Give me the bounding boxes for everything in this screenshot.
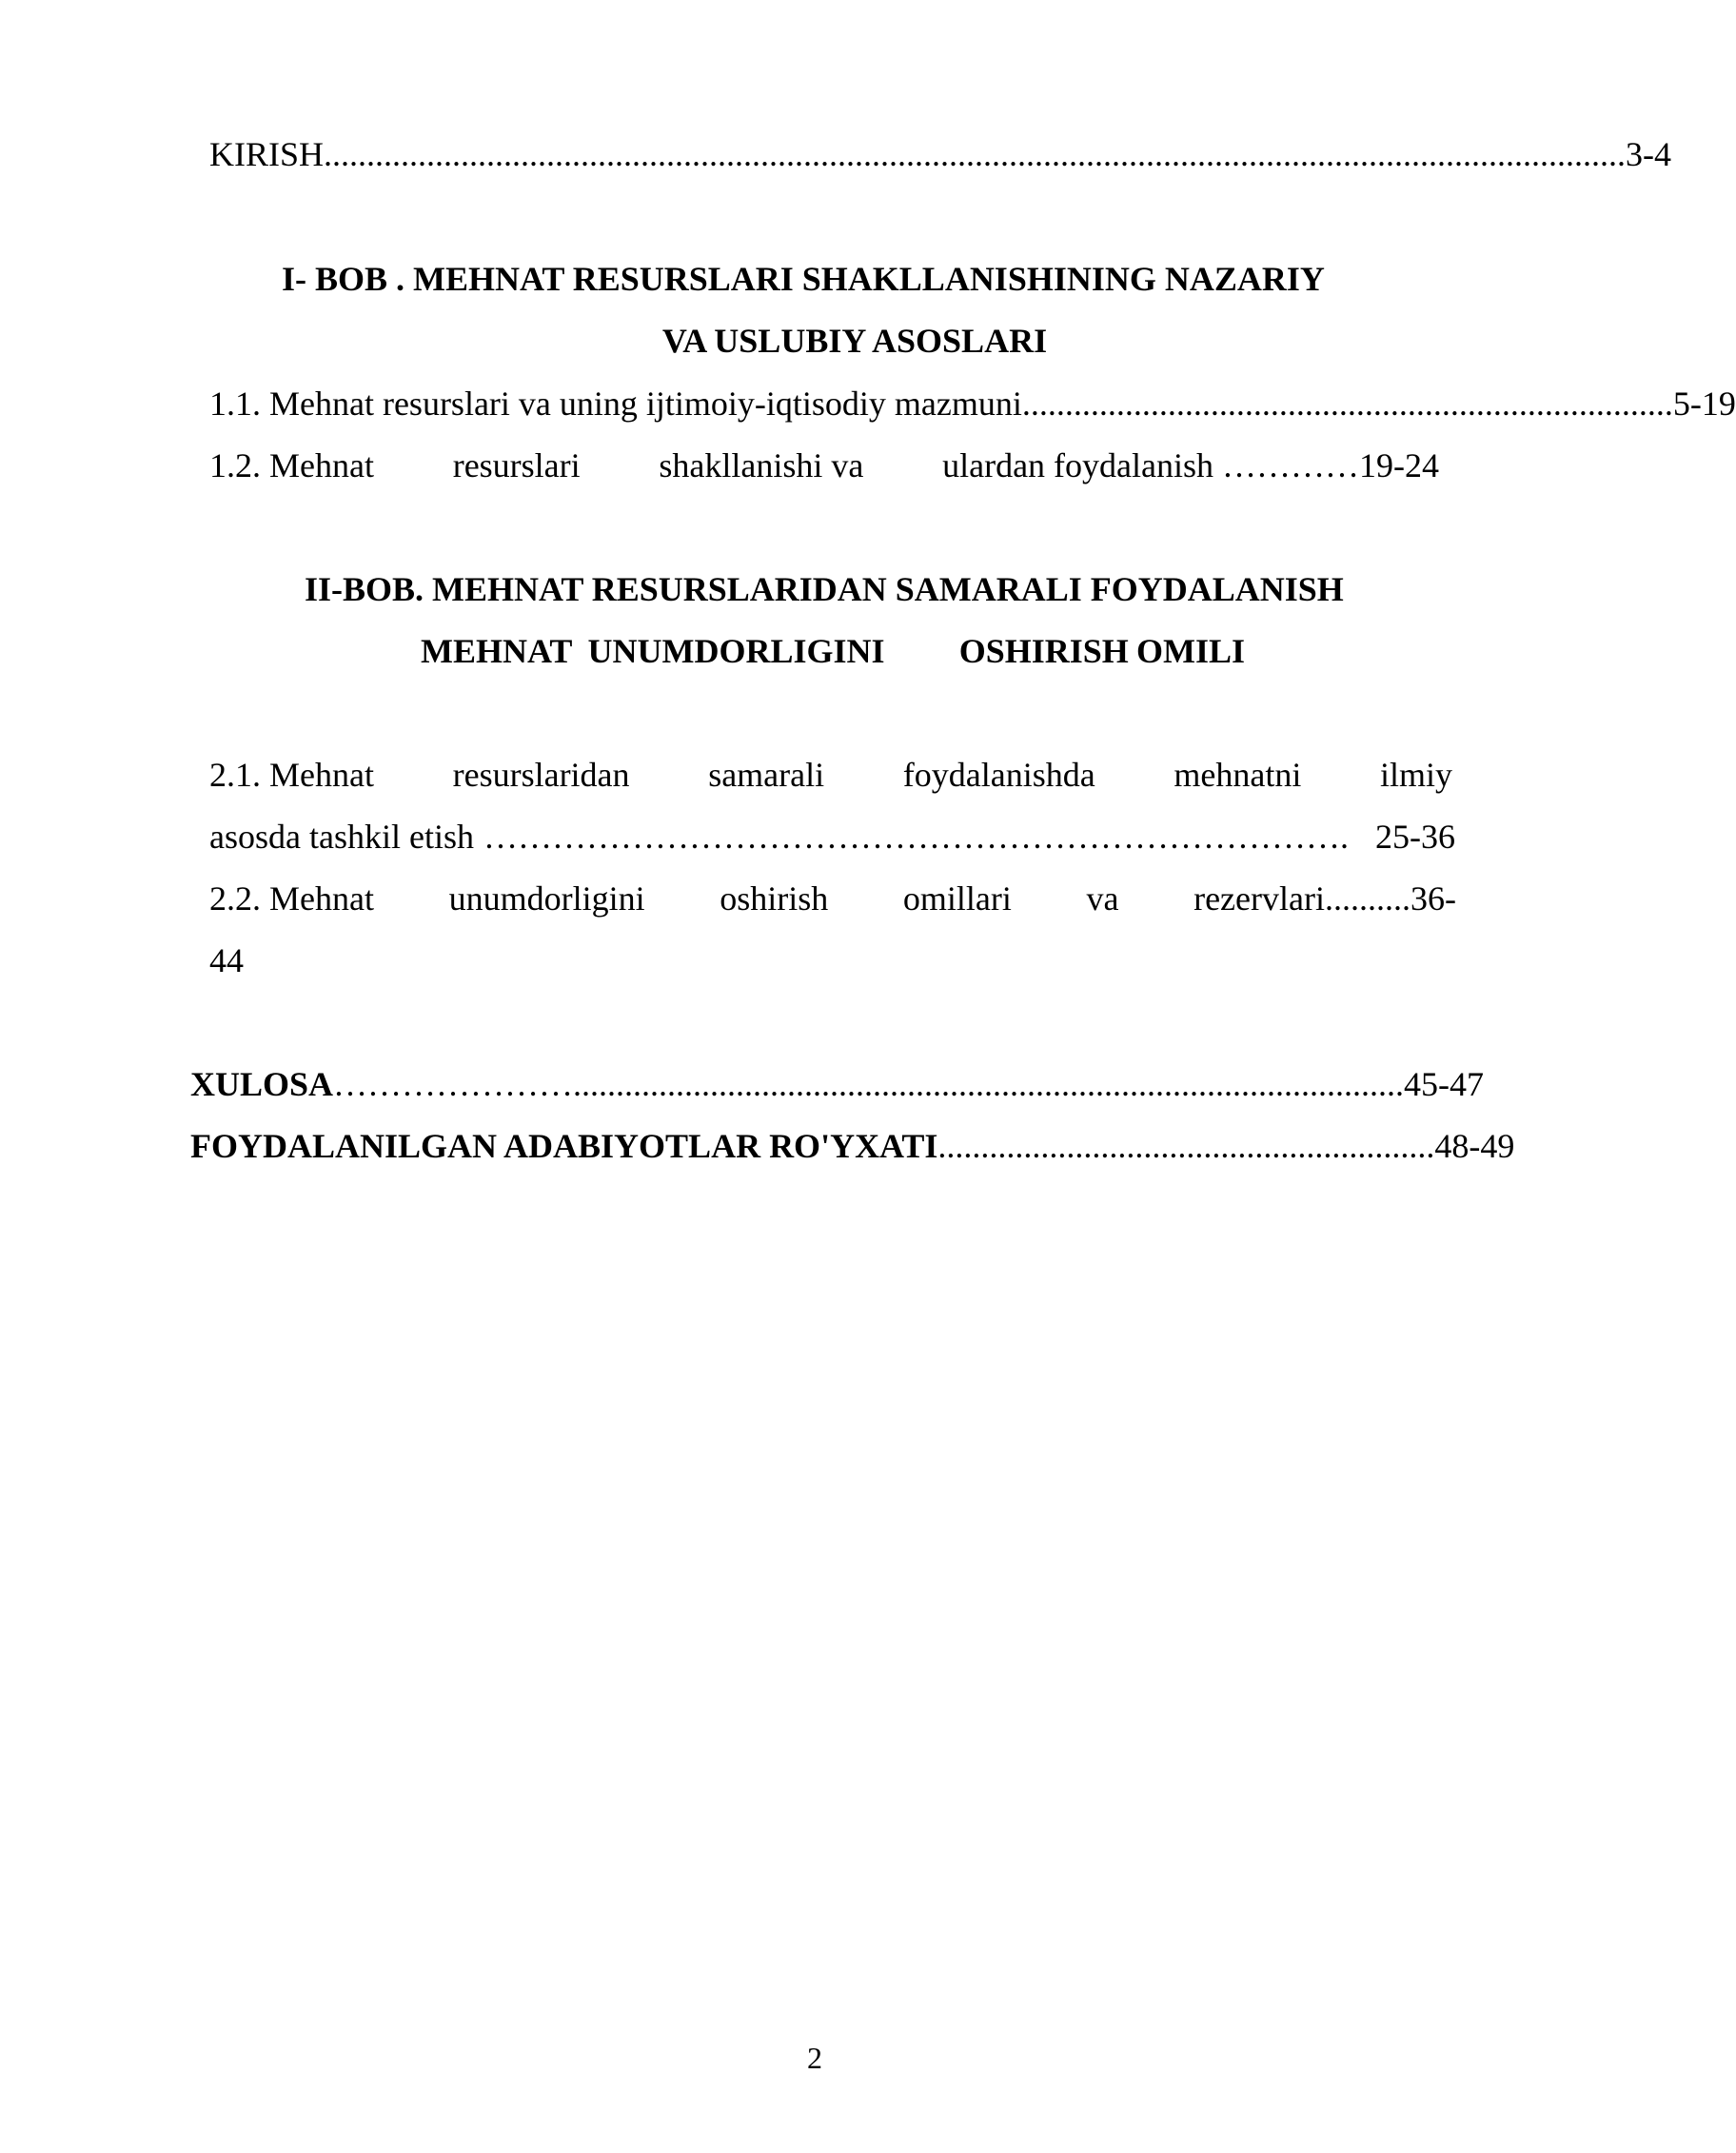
chapter-2-title-word: OSHIRISH — [958, 632, 1129, 670]
toc-entry-2-1-continued — [209, 816, 1455, 858]
chapter-2-title-word: OMILI — [1135, 632, 1245, 670]
toc-entry-2-2 — [209, 878, 1456, 919]
toc-entry-1-1 — [209, 383, 1736, 425]
toc-entry-2-1-word: 2.1. Mehnat — [209, 756, 374, 794]
dot-leader: ........................................................................................................................................................ — [324, 135, 1627, 173]
toc-entry-2-1 — [209, 754, 1452, 796]
toc-entry-references — [190, 1125, 1515, 1167]
toc-entry-references-pages: 48-49 — [1434, 1127, 1515, 1165]
toc-entry-conclusion-pages: 45-47 — [1404, 1065, 1485, 1103]
toc-entry-2-2-word: unumdorligini — [448, 879, 645, 918]
dot-leader: .......................................................... — [937, 1127, 1435, 1165]
toc-entry-2-2-word: omillari — [902, 879, 1012, 918]
toc-entry-1-1-pages: 5-19 — [1672, 385, 1736, 423]
toc-entry-2-2-word: 2.2. Mehnat — [209, 879, 374, 918]
chapter-2-title-word: UNUMDORLIGINI — [587, 632, 885, 670]
dot-leader: ............................................................................ — [1021, 385, 1673, 423]
toc-entry-1-2-word: resurslari — [452, 446, 581, 484]
toc-entry-conclusion — [190, 1063, 1485, 1105]
chapter-2-title-line-1: II-BOB. MEHNAT RESURSLARIDAN SAMARALI FOYDALANISH — [305, 570, 1344, 608]
toc-entry-2-2-word: oshirish — [720, 879, 829, 918]
toc-entry-1-2 — [209, 444, 1439, 486]
toc-entry-intro-pages: 3-4 — [1626, 135, 1672, 173]
dot-leader: …………………………………………………………………. — [483, 818, 1349, 856]
page-number: 2 — [807, 2041, 822, 2075]
toc-entry-conclusion-label: XULOSA — [190, 1065, 334, 1103]
chapter-1-title-line-2: VA USLUBIY ASOSLARI — [661, 322, 1048, 360]
toc-entry-intro-label: KIRISH — [209, 135, 325, 173]
toc-entry-references-label: FOYDALANILGAN ADABIYOTLAR RO'YXATI — [190, 1127, 938, 1165]
toc-entry-1-1-label: 1.1. Mehnat resurslari va uning ijtimoiy-iqtisodiy mazmuni — [209, 385, 1022, 423]
chapter-2-title-word: MEHNAT — [421, 632, 573, 670]
chapter-1-title-line-1: I- BOB . MEHNAT RESURSLARI SHAKLLANISHINING NAZARIY — [282, 260, 1325, 298]
toc-entry-2-1-word: resurslaridan — [452, 756, 630, 794]
toc-entry-1-2-word: ulardan foydalanish …………19-24 — [942, 446, 1439, 484]
toc-entry-2-2-continued: 44 — [209, 941, 244, 979]
toc-entry-2-1-word: mehnatni — [1174, 756, 1302, 794]
toc-entry-intro — [209, 133, 1672, 175]
toc-entry-2-1-pages: 25-36 — [1375, 818, 1455, 856]
toc-entry-2-1-word: ilmiy — [1379, 756, 1452, 794]
chapter-2-title-line-2 — [421, 630, 1245, 672]
dot-leader: …………………................................................................................................. — [333, 1065, 1405, 1103]
toc-entry-2-1-label: asosda tashkil etish — [209, 818, 474, 856]
toc-entry-2-2-word: va — [1086, 879, 1119, 918]
toc-entry-1-2-word: 1.2. Mehnat — [209, 446, 374, 484]
toc-entry-1-2-word: shakllanishi va — [659, 446, 864, 484]
toc-entry-2-1-word: foydalanishda — [902, 756, 1095, 794]
toc-entry-2-1-word: samarali — [708, 756, 825, 794]
toc-entry-2-2-word: rezervlari..........36- — [1194, 879, 1456, 918]
